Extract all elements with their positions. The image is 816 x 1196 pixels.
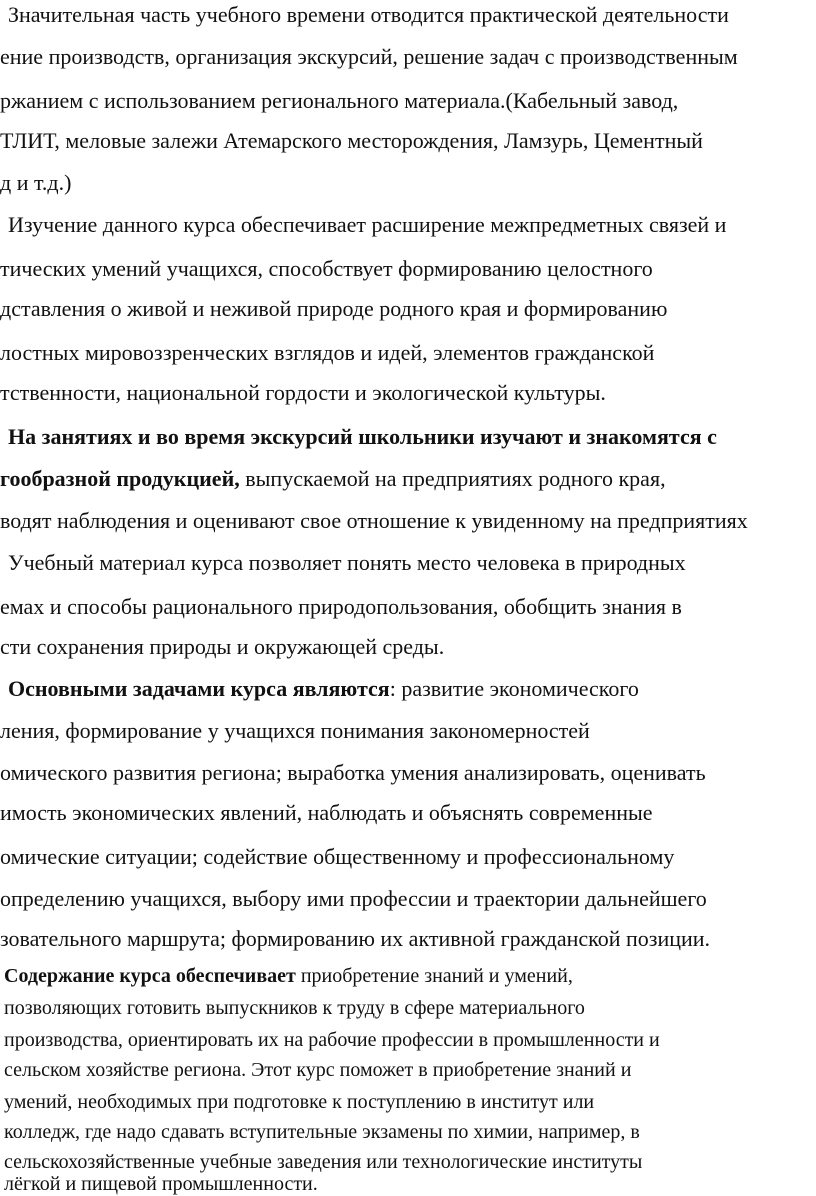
text-line — [8, 424, 717, 450]
text-line: сельском хозяйстве региона. Этот курс поможет в приобретение знаний и — [4, 1059, 632, 1081]
bold-text: гообразной продукцией, — [0, 466, 240, 491]
text-line: тических умений учащихся, способствует формированию целостного — [0, 256, 653, 281]
text-line: умений, необходимых при подготовке к поступлению в институт или — [4, 1091, 595, 1113]
text-line: Изучение данного курса обеспечивает расширение межпредметных связей и — [8, 212, 727, 237]
bold-text: Основными задачами курса являются — [8, 676, 390, 701]
text-line — [0, 466, 666, 492]
text-line — [8, 676, 639, 702]
normal-text: выпускаемой на предприятиях родного края, — [239, 466, 666, 491]
normal-text: приобретение знаний и умений, — [295, 965, 573, 987]
text-line: Значительная часть учебного времени отводится практической деятельности — [8, 2, 729, 27]
text-line: ение производств, организация экскурсий, решение задач с производственным — [0, 44, 738, 69]
text-line: ления, формирование у учащихся понимания закономерностей — [0, 718, 590, 743]
text-line: ТЛИТ, меловые залежи Атемарского месторождения, Ламзурь, Цементный — [0, 128, 703, 153]
text-line: водят наблюдения и оценивают свое отношение к увиденному на предприятиях — [0, 508, 748, 533]
text-line: определению учащихся, выбору ими профессии и траектории дальнейшего — [0, 886, 707, 911]
text-line: д и т.д.) — [0, 170, 72, 195]
text-line: имость экономических явлений, наблюдать и объяснять современные — [0, 800, 653, 825]
text-line: ржанием с использованием регионального материала.(Кабельный завод, — [0, 88, 679, 113]
bold-text: На занятиях и во время экскурсий школьники изучают и знакомятся с — [8, 424, 717, 449]
bold-text: Содержание курса обеспечивает — [4, 965, 296, 987]
text-line: колледж, где надо сдавать вступительные экзамены по химии, например, в — [4, 1121, 640, 1143]
text-line: омические ситуации; содействие общественному и профессиональному — [0, 844, 675, 869]
text-line: тственности, национальной гордости и экологической культуры. — [0, 380, 606, 405]
text-line: омического развития региона; выработка умения анализировать, оценивать — [0, 760, 706, 785]
text-line — [4, 964, 573, 988]
normal-text: : развитие экономического — [389, 676, 639, 701]
text-line: Учебный материал курса позволяет понять место человека в природных — [8, 550, 686, 575]
text-line: производства, ориентировать их на рабочие профессии в промышленности и — [4, 1029, 660, 1051]
text-line: дставления о живой и неживой природе родного края и формированию — [0, 296, 668, 321]
text-line: лёгкой и пищевой промышленности. — [4, 1173, 318, 1195]
text-line: сти сохранения природы и окружающей среды. — [0, 634, 445, 659]
text-line: позволяющих готовить выпускников к труду в сфере материального — [4, 997, 585, 1019]
text-line: зовательного маршрута; формированию их активной гражданской позиции. — [0, 926, 711, 951]
text-line: лостных мировоззренческих взглядов и идей, элементов гражданской — [0, 340, 655, 365]
text-line: емах и способы рационального природопользования, обобщить знания в — [0, 594, 682, 619]
text-line: сельскохозяйственные учебные заведения или технологические институты — [4, 1151, 643, 1173]
